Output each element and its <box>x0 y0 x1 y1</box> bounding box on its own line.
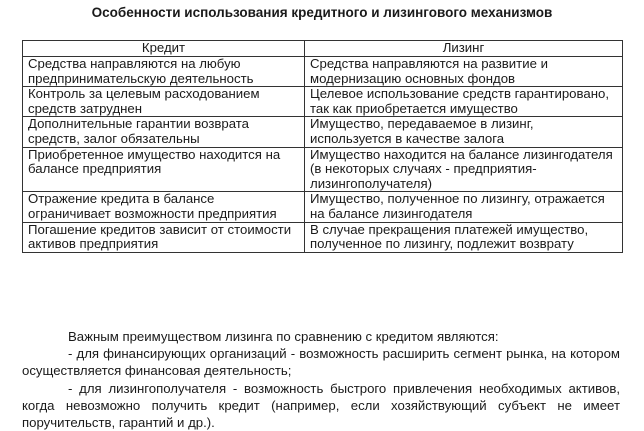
table-cell-leasing: Имущество находится на балансе лизингодателя (в некоторых случаях - предприятия-лизингополучателя) <box>305 147 623 192</box>
advantage-item-financing: - для финансирующих организаций - возможность расширить сегмент рынка, на котором осуществляется финансовая деятельность; <box>22 346 620 379</box>
table-cell-credit: Отражение кредита в балансе ограничивает возможности предприятия <box>23 192 305 222</box>
document-title: Особенности использования кредитного и лизингового механизмов <box>91 5 553 20</box>
comparison-table <box>22 40 623 253</box>
table-cell-credit: Приобретенное имущество находится на балансе предприятия <box>23 147 305 192</box>
table-cell-credit: Дополнительные гарантии возврата средств, залог обязательны <box>23 117 305 147</box>
table-row <box>23 222 623 252</box>
table-cell-leasing: Имущество, передаваемое в лизинг, используется в качестве залога <box>305 117 623 147</box>
advantages-paragraph <box>22 328 620 431</box>
table-cell-credit: Контроль за целевым расходованием средств затруднен <box>23 87 305 117</box>
table-cell-credit: Погашение кредитов зависит от стоимости активов предприятия <box>23 222 305 252</box>
table-row <box>23 87 623 117</box>
table-cell-leasing: Средства направляются на развитие и модернизацию основных фондов <box>305 57 623 87</box>
advantage-item-lessee: - для лизингополучателя - возможность быстрого привлечения необходимых активов, когда невозможно получить кредит (например, если хозяйствующий субъект не имеет поручительств, гарантий и др.). <box>22 380 620 431</box>
table-row <box>23 57 623 87</box>
table-cell-leasing: Целевое использование средств гарантировано, так как приобретается имущество <box>305 87 623 117</box>
table-cell-leasing: Имущество, полученное по лизингу, отражается на балансе лизингодателя <box>305 192 623 222</box>
table-row <box>23 147 623 192</box>
table-cell-credit: Средства направляются на любую предпринимательскую деятельность <box>23 57 305 87</box>
table-cell-leasing: В случае прекращения платежей имущество, полученное по лизингу, подлежит возврату <box>305 222 623 252</box>
table-row <box>23 117 623 147</box>
table-header-row <box>23 41 623 57</box>
table-row <box>23 192 623 222</box>
advantages-lead: Важным преимуществом лизинга по сравнению с кредитом являются: <box>68 329 499 344</box>
header-credit: Кредит <box>23 41 305 57</box>
header-leasing: Лизинг <box>305 41 623 57</box>
